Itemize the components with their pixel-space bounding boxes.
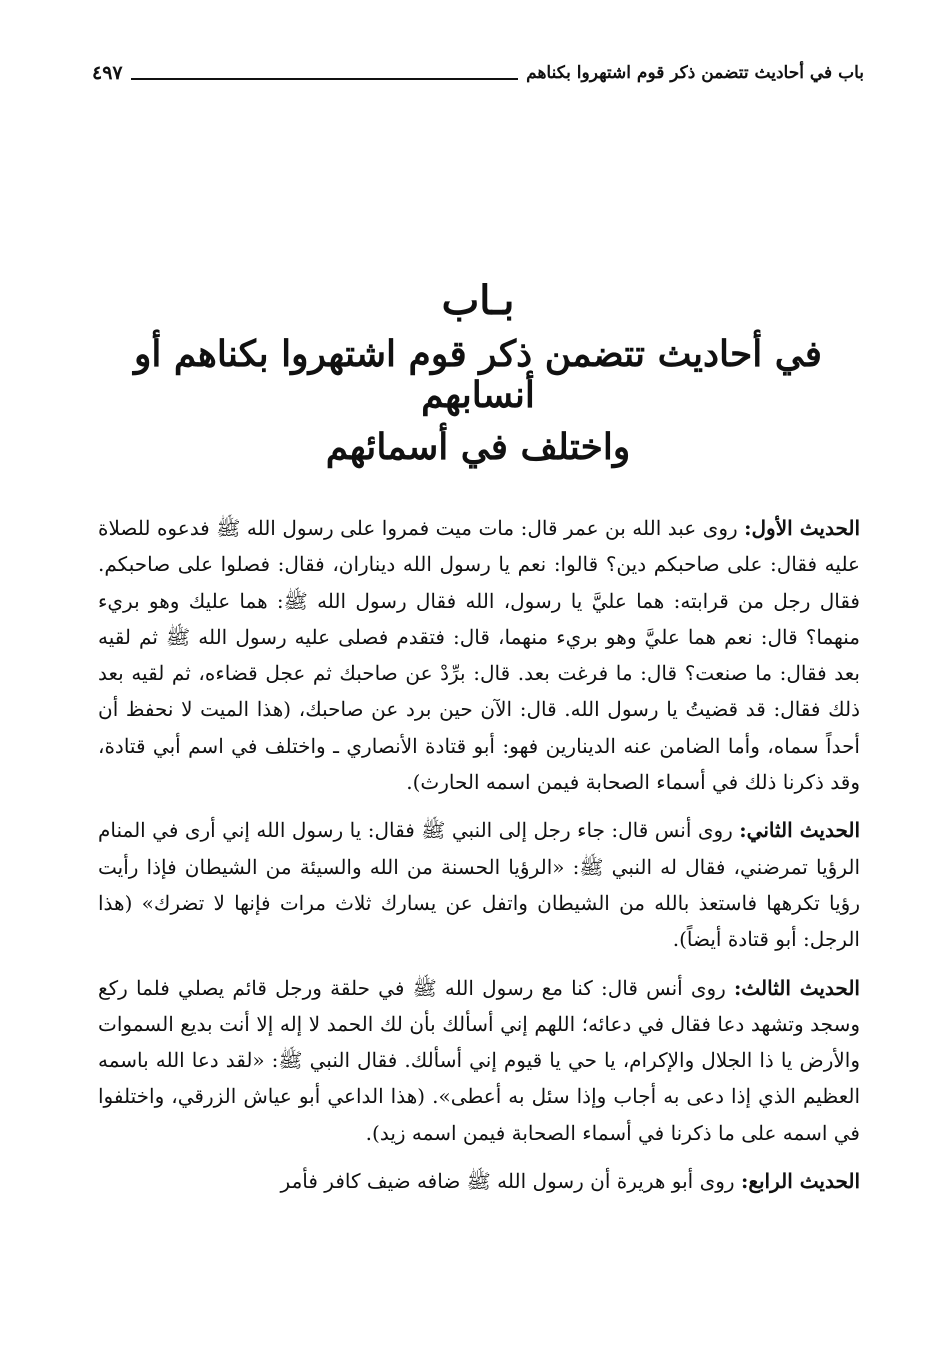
chapter-subtitle: واختلف في أسمائهم: [325, 425, 631, 468]
hadith-text: روى أبو هريرة أن رسول الله ﷺ ضافه ضيف كافر فأمر: [280, 1169, 735, 1194]
chapter-title: في أحاديث تتضمن ذكر قوم اشتهروا بكناهم أو أنسابهم: [134, 333, 822, 417]
running-head: [92, 56, 864, 90]
body-text: [98, 510, 860, 1199]
hadith-label: الحديث الرابع:: [740, 1169, 860, 1194]
running-head-title: باب في أحاديث تتضمن ذكر قوم اشتهروا بكناهم: [526, 63, 864, 83]
hadith-paragraph-4: [98, 1163, 860, 1199]
page-number: ٤٩٧: [92, 62, 123, 84]
chapter-kicker: بـاب: [441, 277, 515, 324]
hadith-paragraph-2: [98, 812, 860, 957]
hadith-label: الحديث الثاني:: [739, 818, 861, 843]
hadith-text: روى عبد الله بن عمر قال: مات ميت فمروا على رسول الله ﷺ فدعوه للصلاة عليه فقال: على صاحبكم دين؟ قالوا: نعم يا رسول الله ديناران، فقال: فصلوا على صاحبكم. فقال رجل من قرابته: هما عليَّ يا رسول، الله فقال رسول الله ﷺ: هما عليك وهو بريء منهما؟ قال: نعم هما عليَّ وهو بريء منهما، قال: فتقدم فصلى عليه رسول الله ﷺ ثم لقيه بعد فقال: ما صنعت؟ قال: ما فرغت بعد. قال: برِّدْ عن صاحبك ثم عجل قضاءه، ثم لقيه بعد ذلك فقال: قد قضيتُ يا رسول الله. قال: الآن حين برد عن صاحبك، (هذا الميت لا نحفظ أن أحداً سماه، وأما الضامن عنه الدينارين فهو: أبو قتادة الأنصاري ـ واختلف في اسم أبي قتادة، وقد ذكرنا ذلك في أسماء الصحابة فيمن اسمه الحارث).: [98, 516, 860, 795]
hadith-paragraph-3: [98, 970, 860, 1151]
chapter-title-block: [92, 278, 864, 468]
hadith-text: روى أنس قال: جاء رجل إلى النبي ﷺ فقال: يا رسول الله إني أرى في المنام الرؤيا تمرضني، فقال له النبي ﷺ: «الرؤيا الحسنة من الله والسيئة من الشيطان فإذا رأيت رؤيا تكرهها فاستعذ بالله من الشيطان واتفل عن يسارك ثلاث مرات فإنها لا تضرك» (هذا الرجل: أبو قتادة أيضاً).: [98, 818, 860, 952]
running-head-rule: [131, 66, 519, 80]
hadith-label: الحديث الأول:: [744, 516, 861, 540]
hadith-text: روى أنس قال: كنا مع رسول الله ﷺ في حلقة ورجل قائم يصلي فلما ركع وسجد وتشهد دعا فقال في دعائه؛ اللهم إني أسألك بأن لك الحمد لا إله إلا أنت بديع السموات والأرض يا ذا الجلال والإكرام، يا حي يا قيوم إني أسألك. فقال النبي ﷺ: «لقد دعا الله باسمه العظيم الذي إذا دعى به أجاب وإذا سئل به أعطى». (هذا الداعي أبو عياش الزرقي، واختلفوا في اسمه على ما ذكرنا في أسماء الصحابة فيمن اسمه زيد).: [98, 975, 860, 1145]
hadith-paragraph-1: [98, 510, 860, 800]
hadith-label: الحديث الثالث:: [734, 975, 860, 1000]
